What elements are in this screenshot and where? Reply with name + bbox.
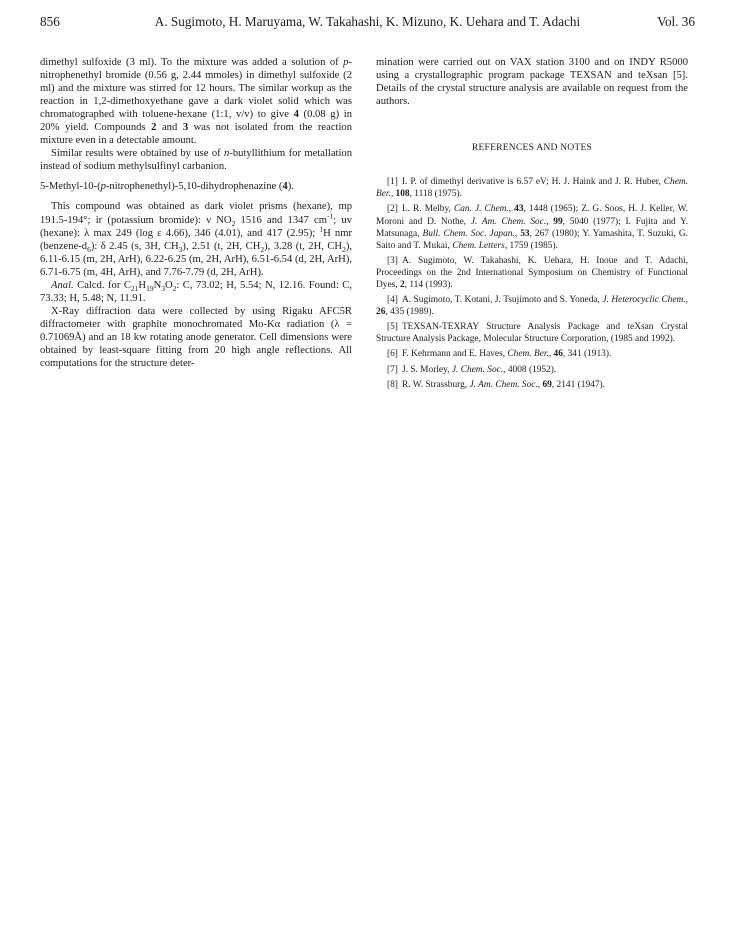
compound-title: 5-Methyl-10-(p-nitrophenethyl)-5,10-dihydrophenazine (4).: [40, 181, 294, 193]
paragraph-procedure: dimethyl sulfoxide (3 ml). To the mixture was added a solution of p-nitrophenethyl bromide (0.56 g, 2.44 mmoles) in dimethyl sulfoxide (2 ml) and the mixture was stirred for 12 hours. The similar workup as the reaction in 1,2-dimethoxyethane gave a dark violet solid which was chromatographed with toluene-hexane (1:1, v/v) to give 4 (0.08 g) in 20% yield. Compounds 2 and 3 was not isolated from the reaction mixture even in a detectable amount.: [40, 57, 353, 147]
volume-label: Vol. 36: [657, 14, 695, 29]
paragraph-similar-results: Similar results were obtained by use of n-butyllithium for metallation instead of sodium methylsulfinyl carbanion.: [40, 148, 353, 173]
paragraph-xray: X-Ray diffraction data were collected by using Rigaku AFC5R diffractometer with graphite monochromated Mo-Kα radiation (λ = 0.71069Å) and an 18 kw rotating anode generator. Cell dimensions were obtained by least-square fitting from 20 high angle reflections. All computations for the structure deter-: [40, 305, 352, 370]
reference-2: [2] L. R. Melby, Can. J. Chem., 43, 1448 (1965); Z. G. Soos, H. J. Keller, W. Moroni and D. Nothe, J. Am. Chem. Soc., 99, 5040 (1977); I. Fujita and Y. Matsunaga, Bull. Chem. Soc. Japan., 53, 267 (1980); Y. Yamashita, T. Suzuki, G. Saito and T. Mukai, Chem. Letters, 1759 (1985).: [376, 204, 688, 251]
right-column: [376, 56, 688, 394]
paragraph-analysis: Anal. Calcd. for $C_{21}H_{19}N_3O_2$: C, 73.02; H, 5.54; N, 12.16. Found: C, 73.33; H, 5.48; N, 11.91.: [40, 279, 352, 304]
running-header-authors: A. Sugimoto, H. Maruyama, W. Takahashi, K. Mizuno, K. Uehara and T. Adachi: [154, 14, 581, 29]
reference-4: [4] A. Sugimoto, T. Kotani, J. Tsujimoto and S. Yoneda, J. Heterocyclic Chem., 26, 435 (1989).: [376, 295, 688, 318]
references-heading: REFERENCES AND NOTES: [471, 142, 593, 154]
page-number: 856: [40, 14, 60, 29]
reference-6: [6] F. Kehrmann and E. Haves, Chem. Ber., 46, 341 (1913).: [387, 349, 612, 360]
paragraph-computation: mination were carried out on VAX station 3100 and on INDY R5000 using a crystallographic program package TEXSAN and teXsan [5]. Details of the crystal structure analysis are available on request from the authors.: [376, 57, 688, 108]
running-header: [40, 14, 695, 34]
left-column: [40, 56, 352, 370]
paragraph-compound-data: This compound was obtained as dark violet prisms (hexane), mp 191.5-194°; ir (potassium bromide): ν $NO_2$ 1516 and 1347 $cm^{-1}$; uv (hexane): λ max 249 (log ε 4.66), 346 (4.01), and 417 (2.95); $^1$H nmr $(benzene-d_6)$: δ 2.45 (s, 3H, $CH_3$), 2.51 (t, 2H, $CH_2$), 3.28 (t, 2H, $CH_2$), 6.11-6.15 (m, 2H, ArH), 6.22-6.25 (m, 2H, ArH), 6.51-6.54 (d, 2H, ArH), 6.71-6.75 (m, 4H, ArH), and 7.76-7.79 (d, 2H, ArH).: [40, 201, 353, 278]
references-list: [376, 176, 688, 391]
reference-3: [3] A. Sugimoto, W. Takahashi, K. Uehara, H. Inoue and T. Adachi, Proceedings on the 2nd International Symposium on Chemistry of Functional Dyes, 2, 114 (1993).: [376, 255, 688, 290]
reference-7: [7] J. S. Morley, J. Chem. Soc., 4008 (1952).: [387, 364, 557, 375]
reference-1: [1] I. P. of dimethyl derivative is 6.57 eV; H. J. Haink and J. R. Huber, Chem. Ber., 108, 1118 (1975).: [376, 177, 688, 200]
reference-5: [5] TEXSAN-TEXRAY Structure Analysis Package and teXsan Crystal Structure Analysis Package, Molecular Structure Corporation, (1985 and 1992).: [376, 322, 688, 345]
reference-8: [8] R. W. Strassburg, J. Am. Chem. Soc., 69, 2141 (1947).: [387, 379, 605, 390]
